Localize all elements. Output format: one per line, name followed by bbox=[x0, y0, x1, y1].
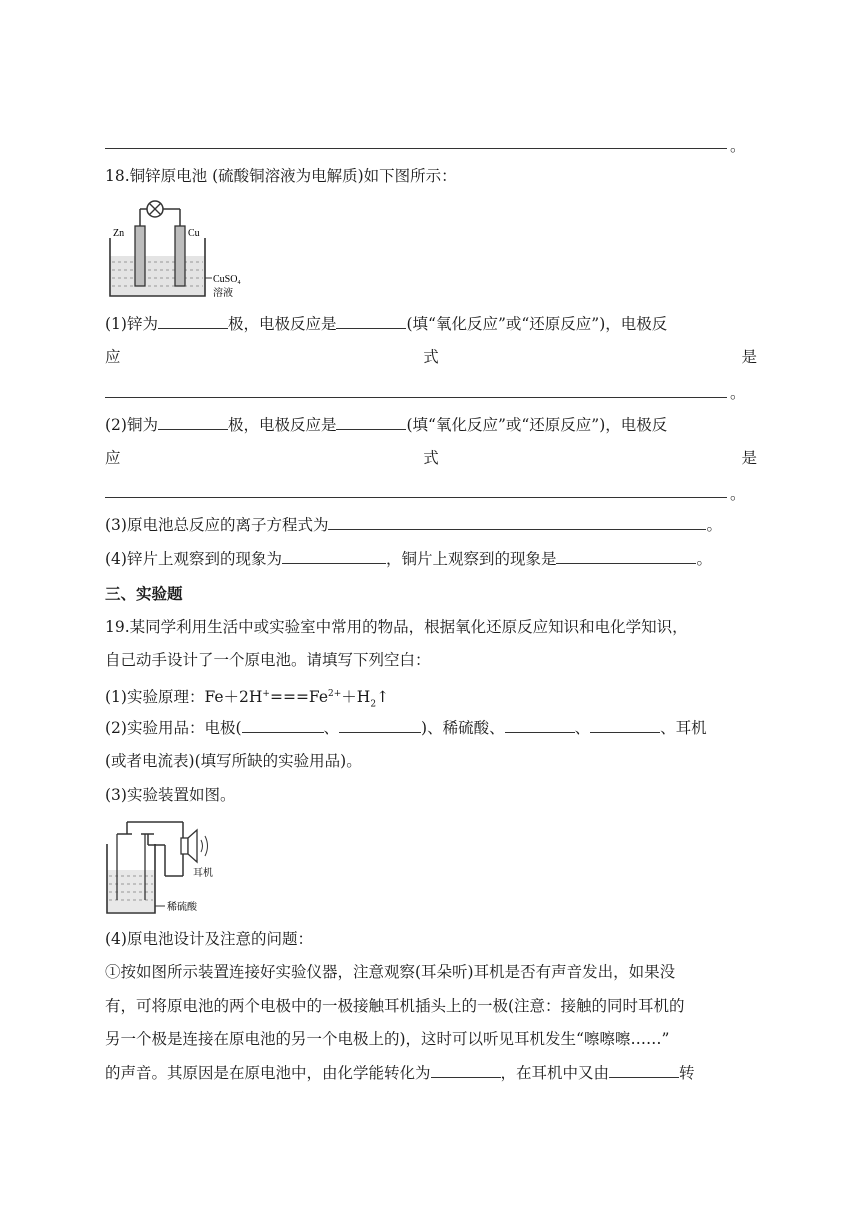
period: 。 bbox=[730, 137, 746, 155]
battery-earphone-figure bbox=[105, 814, 220, 916]
electrode-equation-blank[interactable] bbox=[105, 497, 727, 498]
energy-form-blank[interactable] bbox=[431, 1063, 501, 1078]
electrode-blank[interactable] bbox=[158, 415, 228, 430]
solution-label: 溶液 bbox=[213, 288, 233, 299]
q19-note: 有，可将原电池的两个电极中的一极接触耳机插头上的一极(注意：接触的同时耳机的 bbox=[105, 997, 685, 1015]
answer-blank[interactable] bbox=[105, 148, 727, 149]
cuso4-label: CuSO$_4$ bbox=[213, 274, 241, 286]
q19-note: ①按如图所示装置连接好实验仪器，注意观察(耳朵听)耳机是否有声音发出，如果没 bbox=[105, 963, 676, 981]
electrode-blank[interactable] bbox=[242, 718, 324, 733]
ionic-equation-blank[interactable] bbox=[328, 515, 706, 530]
reaction-type-blank[interactable] bbox=[336, 314, 406, 329]
zn-label: Zn bbox=[113, 228, 125, 239]
section-heading: 三、实验题 bbox=[105, 584, 183, 603]
q18-part4: (4)锌片上观察到的现象为 ，铜片上观察到的现象是 。 bbox=[105, 550, 712, 568]
energy-form-blank[interactable] bbox=[609, 1063, 679, 1078]
q18-part2-cont: 应 式 是 bbox=[105, 449, 757, 467]
q18-title: 18.铜锌原电池 (硫酸铜溶液为电解质)如下图所示： bbox=[105, 167, 457, 185]
q19-part1: (1)实验原理：$Fe+2H^+===Fe^{2+}+H_2↑$ bbox=[105, 688, 390, 710]
copper-zinc-cell-figure bbox=[105, 196, 255, 300]
q18-part1-cont: 应 式 是 bbox=[105, 348, 757, 366]
q19-note: 另一个极是连接在原电池的另一个电极上的)，这时可以听见耳机发生“嚓嚓嚓……” bbox=[105, 1030, 670, 1048]
q18-part1: (1)锌为 极，电极反应是 (填“氧化反应”或“还原反应”)，电极反 bbox=[105, 315, 668, 333]
material-blank[interactable] bbox=[590, 718, 660, 733]
q19-part2-cont: (或者电流表)(填写所缺的实验用品)。 bbox=[105, 752, 362, 770]
q19-text: 自己动手设计了一个原电池。请填写下列空白： bbox=[105, 651, 431, 669]
dilute-acid-label: 稀硫酸 bbox=[167, 902, 197, 913]
q19-part4: (4)原电池设计及注意的问题： bbox=[105, 930, 313, 948]
q19-part3: (3)实验装置如图。 bbox=[105, 786, 236, 804]
q19-note-last: 的声音。其原因是在原电池中，由化学能转化为 ，在耳机中又由 转 bbox=[105, 1064, 695, 1082]
q19-part2: (2)实验用品：电极( 、 )、稀硫酸、 、 、耳机 bbox=[105, 719, 707, 737]
material-blank[interactable] bbox=[505, 718, 575, 733]
q18-part2: (2)铜为 极，电极反应是 (填“氧化反应”或“还原反应”)，电极反 bbox=[105, 416, 668, 434]
copper-phenomenon-blank[interactable] bbox=[556, 549, 696, 564]
cu-label: Cu bbox=[188, 228, 200, 239]
electrode-blank[interactable] bbox=[339, 718, 421, 733]
zinc-phenomenon-blank[interactable] bbox=[282, 549, 386, 564]
q18-part3: (3)原电池总反应的离子方程式为 。 bbox=[105, 516, 722, 534]
earphone-label: 耳机 bbox=[193, 868, 213, 879]
q19-text: 19.某同学利用生活中或实验室中常用的物品，根据氧化还原反应知识和电化学知识， bbox=[105, 618, 688, 636]
electrode-blank[interactable] bbox=[158, 314, 228, 329]
electrode-equation-blank[interactable] bbox=[105, 397, 727, 398]
reaction-type-blank[interactable] bbox=[336, 415, 406, 430]
